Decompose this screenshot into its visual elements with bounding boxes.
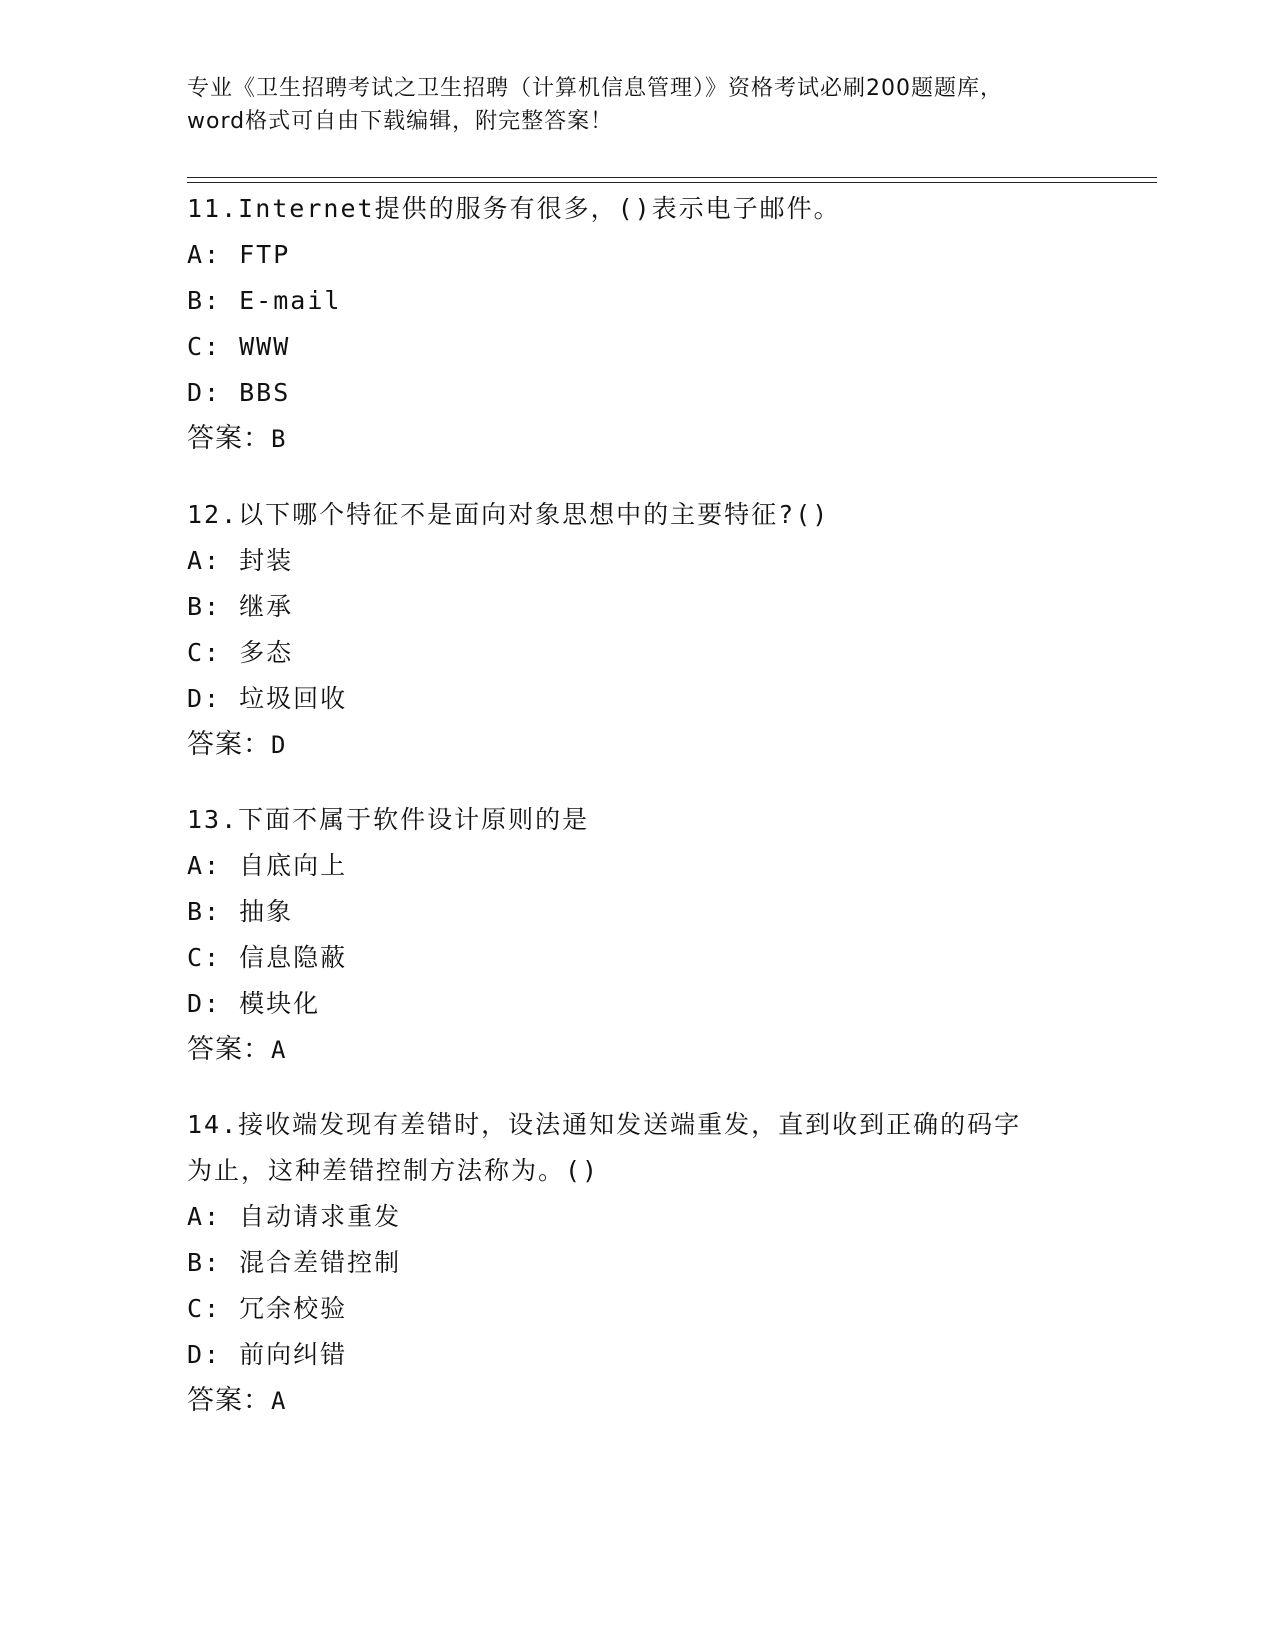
option-c (187, 324, 1087, 370)
answer-label: 答案： (187, 1385, 271, 1416)
answer-value: A (271, 1387, 287, 1415)
option-text: 封装 (239, 546, 294, 575)
answer-line (187, 722, 1087, 768)
answer-label: 答案： (187, 729, 271, 760)
option-letter: C: (187, 332, 222, 361)
question-stem: 11.Internet提供的服务有很多，()表示电子邮件。 (187, 194, 841, 223)
answer-value: B (271, 425, 287, 453)
option-letter: C: (187, 1294, 222, 1323)
option-letter: A: (187, 851, 222, 880)
option-letter: B: (187, 897, 222, 926)
question-stem: 13.下面不属于软件设计原则的是 (187, 805, 590, 834)
question-14 (187, 1102, 1087, 1424)
option-letter: D: (187, 684, 222, 713)
question-12 (187, 492, 1087, 768)
option-letter: A: (187, 240, 222, 269)
option-a (187, 232, 1087, 278)
option-b (187, 1240, 1087, 1286)
question-11 (187, 186, 1087, 462)
option-text: 垃圾回收 (239, 684, 348, 713)
option-text: 抽象 (239, 897, 294, 926)
option-text: E-mail (239, 286, 342, 315)
option-b (187, 584, 1087, 630)
answer-value: D (271, 731, 287, 759)
option-text: 模块化 (239, 989, 321, 1018)
option-d (187, 981, 1087, 1027)
option-text: 冗余校验 (239, 1294, 348, 1323)
question-stem-line-1: 14.接收端发现有差错时，设法通知发送端重发，直到收到正确的码字 (187, 1110, 1022, 1139)
question-stem-line-2: 为止，这种差错控制方法称为。() (187, 1156, 600, 1185)
option-text: 自动请求重发 (239, 1202, 402, 1231)
option-text: 前向纠错 (239, 1340, 348, 1369)
option-letter: D: (187, 1340, 222, 1369)
option-a (187, 843, 1087, 889)
option-c (187, 630, 1087, 676)
option-text: WWW (239, 332, 291, 361)
option-text: 继承 (239, 592, 294, 621)
option-letter: A: (187, 546, 222, 575)
option-letter: C: (187, 943, 222, 972)
answer-line (187, 416, 1087, 462)
option-letter: C: (187, 638, 222, 667)
option-a (187, 1194, 1087, 1240)
option-letter: B: (187, 592, 222, 621)
option-letter: B: (187, 1248, 222, 1277)
header-divider-bottom (187, 182, 1157, 183)
header-divider-top (187, 177, 1157, 178)
document-header (187, 72, 1087, 138)
option-c (187, 1286, 1087, 1332)
option-text: BBS (239, 378, 291, 407)
option-d (187, 370, 1087, 416)
option-d (187, 676, 1087, 722)
question-stem: 12.以下哪个特征不是面向对象思想中的主要特征?() (187, 500, 830, 529)
header-line-1: 专业《卫生招聘考试之卫生招聘（计算机信息管理）》资格考试必刷200题题库， (187, 76, 1003, 101)
answer-line (187, 1027, 1087, 1073)
option-letter: D: (187, 989, 222, 1018)
answer-label: 答案： (187, 1034, 271, 1065)
option-letter: A: (187, 1202, 222, 1231)
option-c (187, 935, 1087, 981)
header-line-2: word格式可自由下载编辑，附完整答案！ (187, 109, 614, 134)
option-b (187, 889, 1087, 935)
question-13 (187, 797, 1087, 1073)
option-text: 自底向上 (239, 851, 348, 880)
option-d (187, 1332, 1087, 1378)
answer-label: 答案： (187, 423, 271, 454)
option-b (187, 278, 1087, 324)
option-letter: D: (187, 378, 222, 407)
answer-line (187, 1378, 1087, 1424)
option-text: FTP (239, 240, 291, 269)
option-text: 信息隐蔽 (239, 943, 348, 972)
option-text: 多态 (239, 638, 294, 667)
answer-value: A (271, 1036, 287, 1064)
option-text: 混合差错控制 (239, 1248, 402, 1277)
option-a (187, 538, 1087, 584)
option-letter: B: (187, 286, 222, 315)
